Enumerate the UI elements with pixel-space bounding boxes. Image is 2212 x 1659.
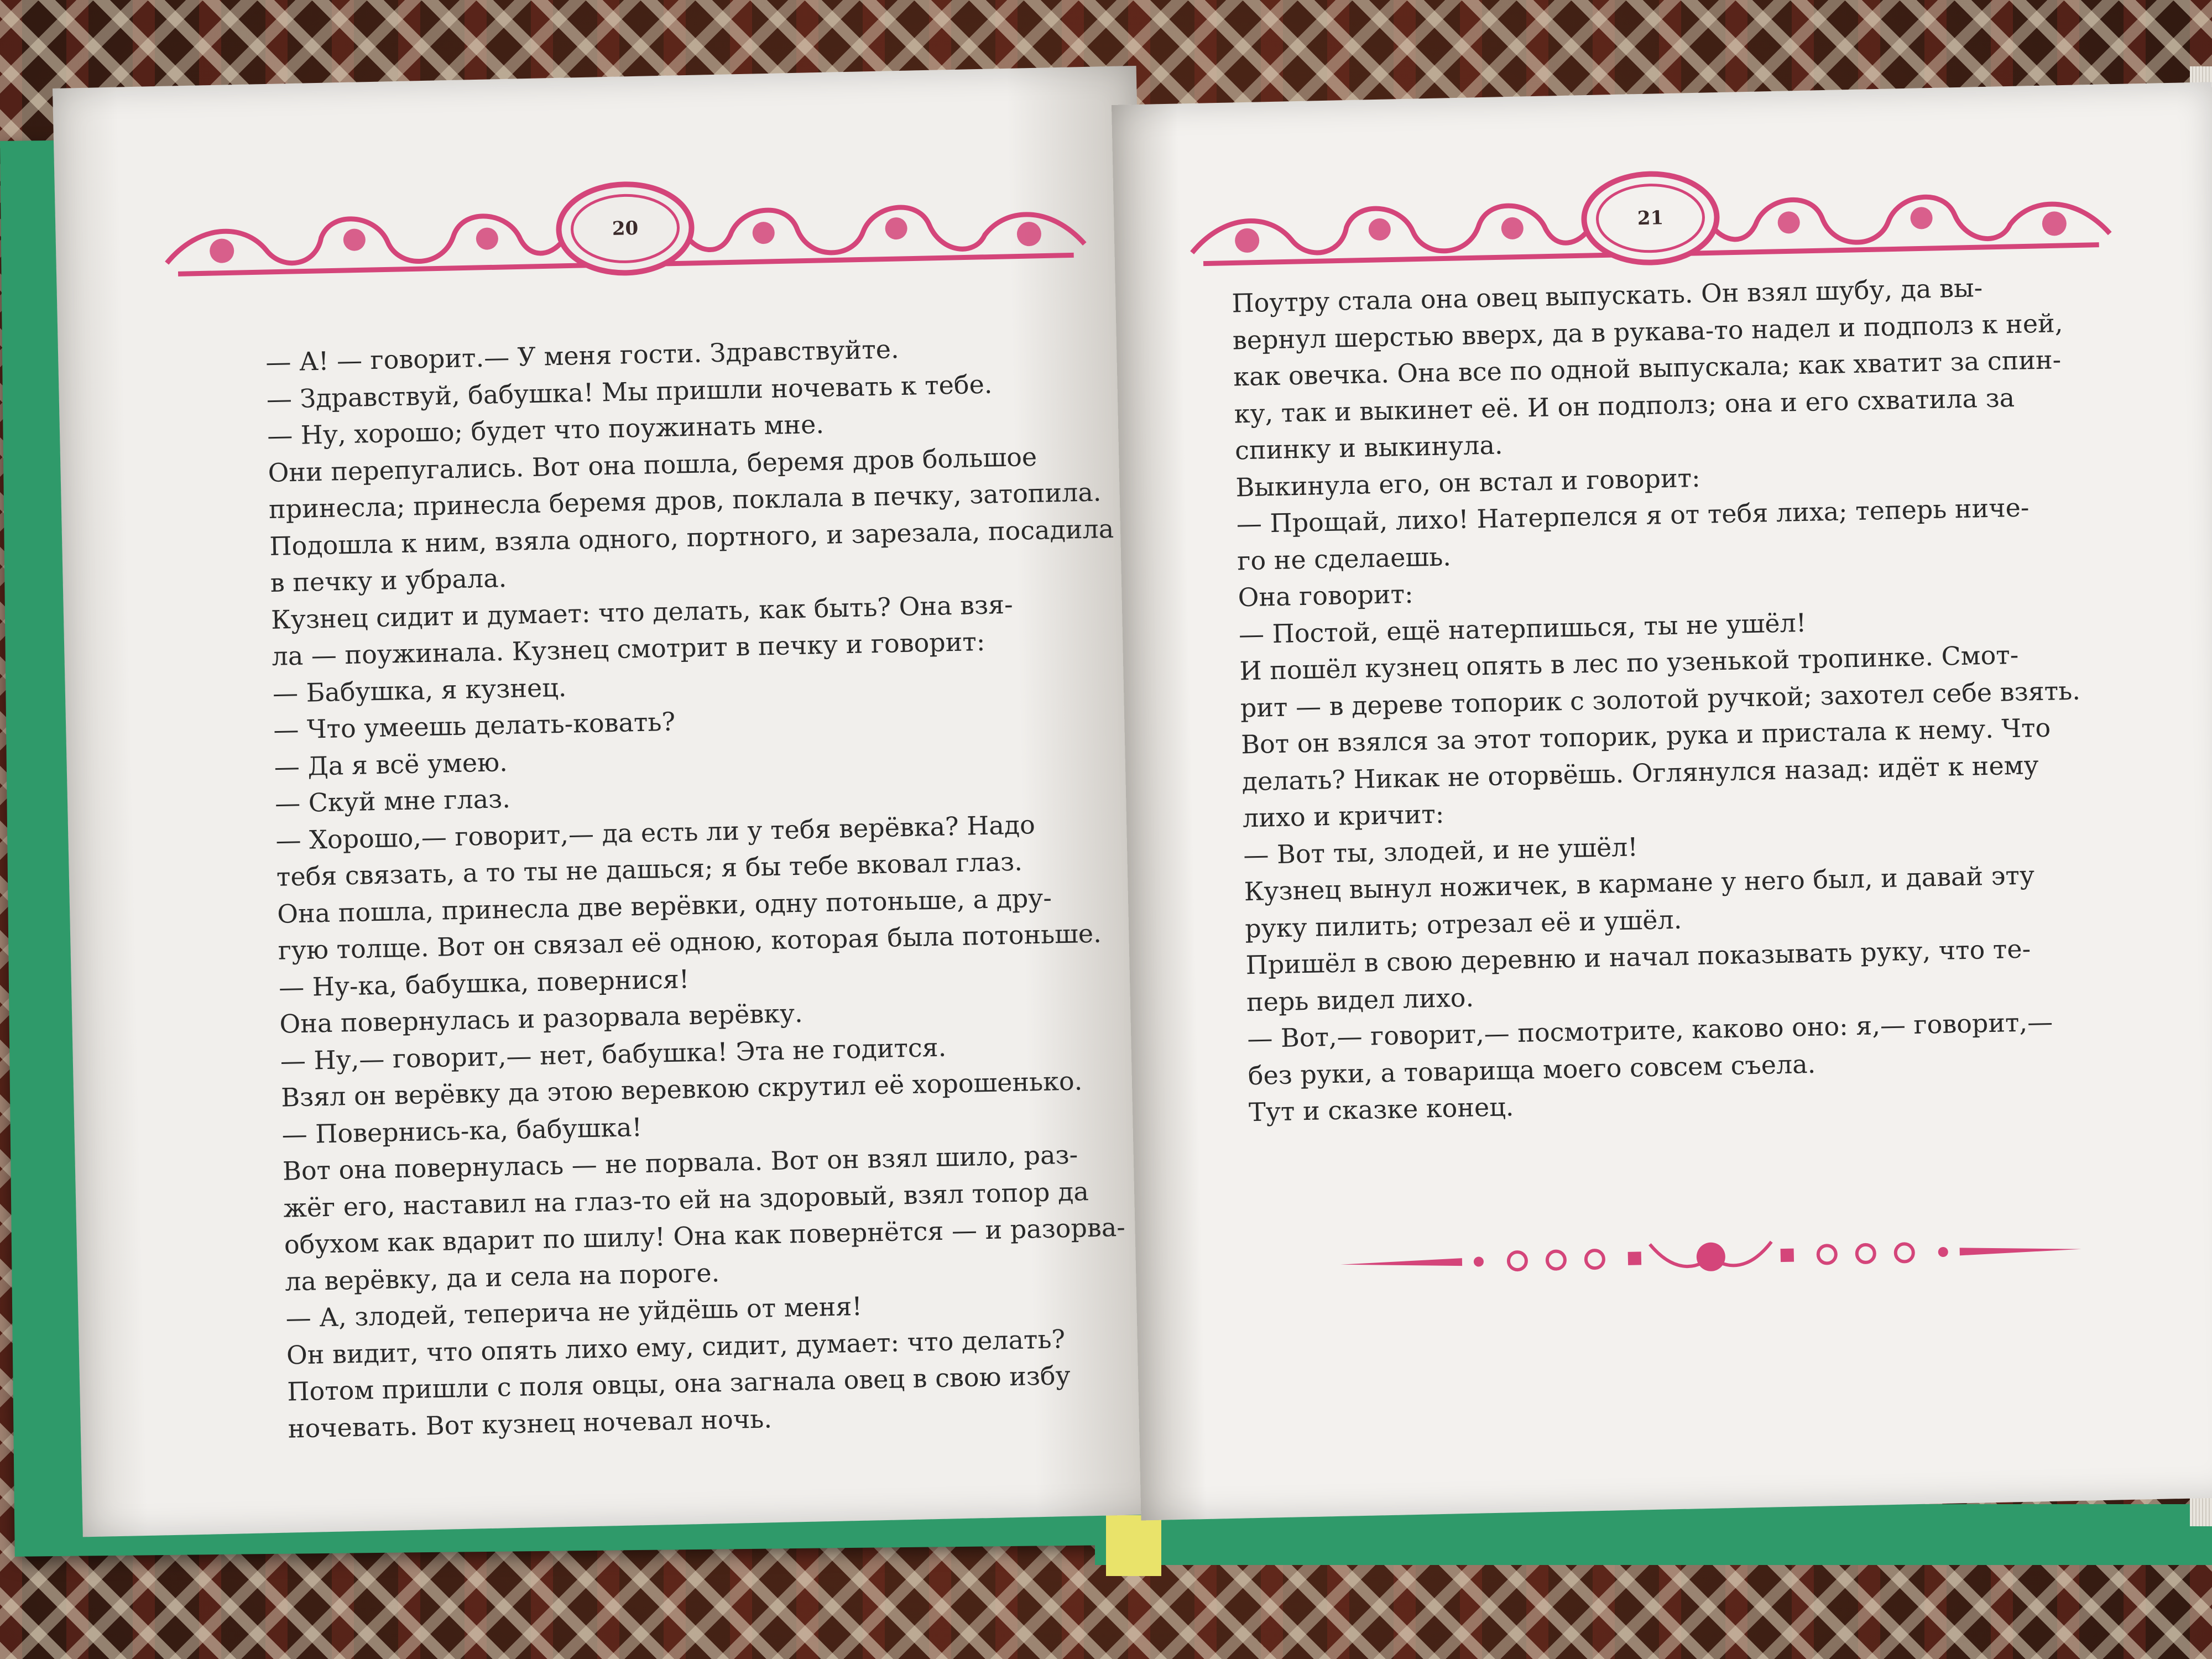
- text-line: — Вот ты, злодей, и не ушёл!: [1243, 831, 1639, 870]
- text-line: Она пошла, принесла две верёвки, одну потоньше, а дру-: [276, 882, 1052, 929]
- text-line: тебя связать, а то ты не дашься; я бы тебе вковал глаз.: [276, 846, 1023, 892]
- text-line: без руки, а товарища моего совсем съела.: [1248, 1048, 1816, 1091]
- divider-ornament-icon: [1340, 1224, 2082, 1290]
- text-line: Взял он верёвку да этою веревкою скрутил её хорошенько.: [280, 1066, 1083, 1113]
- text-line: как овечка. Она все по одной выпускала; как хватит за спин-: [1233, 345, 2062, 392]
- left-page: [53, 66, 1166, 1537]
- text-line: — Повернись-ка, бабушка!: [281, 1112, 643, 1150]
- page-number: 20: [612, 217, 639, 240]
- text-line: Вот он взялся за этот топорик, рука и пристала к нему. Что: [1240, 712, 2051, 760]
- text-line: — Скуй мне глаз.: [274, 783, 511, 818]
- text-line: лихо и кричит:: [1242, 799, 1444, 833]
- text-line: Она говорит:: [1238, 578, 1414, 613]
- text-line: принесла; принесла беремя дров, поклала в печку, затопила.: [268, 477, 1102, 524]
- text-line: Они перепугались. Вот она пошла, беремя дров большое: [268, 441, 1037, 488]
- text-line: Поутру стала она овец выпускать. Он взял шубу, да вы-: [1231, 273, 1983, 319]
- text-line: Она повернулась и разорвала верёвку.: [279, 998, 804, 1039]
- text-line: — Ну-ка, бабушка, повернися!: [278, 963, 690, 1003]
- text-line: жёг его, наставил на глаз-то ей на здоровый, взял топор да: [283, 1176, 1089, 1223]
- text-line: — Вот,— говорит,— посмотрите, каково оно: я,— говорит,—: [1246, 1006, 2053, 1054]
- text-line: — Что умеешь делать-ковать?: [273, 706, 676, 745]
- text-line: Подошла к ним, взяла одного, портного, и зарезала, посадила: [269, 513, 1114, 561]
- header-ornament-right: [1179, 150, 2121, 286]
- text-line: Пришёл в свою деревню и начал показывать руку, что те-: [1245, 933, 2031, 980]
- end-ornament: [1340, 1224, 2082, 1290]
- text-line: гую толще. Вот он связал её одною, которая была потоньше.: [278, 918, 1102, 966]
- text-line: — Хорошо,— говорит,— да есть ли у тебя верёвка? Надо: [275, 809, 1036, 855]
- text-line: вернул шерстью вверх, да в рукава-то надел и подполз к ней,: [1232, 307, 2063, 356]
- text-line: ку, так и выкинет её. И он подполз; она и его схватила за: [1234, 382, 2015, 429]
- header-ornament-left: [154, 161, 1097, 297]
- text-line: Он видит, что опять лихо ему, сидит, думает: что делать?: [286, 1323, 1066, 1370]
- right-page-text: [1232, 265, 2189, 1131]
- text-line: И пошёл кузнец опять в лес по узенькой тропинке. Смот-: [1239, 639, 2019, 686]
- text-line: ла — поужинала. Кузнец смотрит в печку и говорит:: [272, 626, 985, 671]
- text-line: го не сделаешь.: [1237, 541, 1452, 576]
- text-line: Кузнец вынул ножичек, в кармане у него был, и давай эту: [1244, 860, 2035, 907]
- text-line: в печку и убрала.: [270, 563, 507, 598]
- text-line: — Прощай, лихо! Натерпелся я от тебя лиха; теперь ниче-: [1236, 492, 2030, 539]
- text-line: Вот она повернулась — не порвала. Вот он взял шило, раз-: [282, 1139, 1078, 1186]
- text-line: Кузнец сидит и думает: что делать, как быть? Она взя-: [270, 589, 1014, 635]
- text-line: делать? Никак не оторвёшь. Оглянулся назад: идёт к нему: [1241, 749, 2039, 796]
- text-line: ночевать. Вот кузнец ночевал ночь.: [288, 1403, 773, 1444]
- text-line: — А, злодей, теперича не уйдёшь от меня!: [285, 1291, 863, 1333]
- text-line: обухом как вдарит по шилу! Она как повернётся — и разорва-: [284, 1212, 1126, 1260]
- text-line: спинку и выкинула.: [1234, 430, 1503, 466]
- right-page: [1112, 82, 2212, 1520]
- text-line: — Бабушка, я кузнец.: [272, 672, 567, 708]
- text-line: — Ну,— говорит,— нет, бабушка! Эта не годится.: [280, 1032, 947, 1076]
- text-line: — Да я всё умею.: [274, 747, 508, 782]
- text-line: — Здравствуй, бабушка! Мы пришли ночевать к тебе.: [266, 369, 993, 414]
- text-line: перь видел лихо.: [1246, 982, 1474, 1017]
- text-line: — Ну, хорошо; будет что поужинать мне.: [267, 409, 825, 451]
- text-line: руку пилить; отрезал её и ушёл.: [1244, 904, 1682, 943]
- text-line: ла верёвку, да и села на пороге.: [284, 1257, 720, 1297]
- book-spine-bookmark: [1106, 1515, 1161, 1576]
- text-line: Тут и сказке конец.: [1248, 1092, 1514, 1128]
- text-line: рит — в дереве топорик с золотой ручкой; захотел себе взять.: [1240, 675, 2081, 723]
- page-number: 21: [1637, 207, 1664, 230]
- left-page-text: [265, 326, 1173, 1447]
- text-line: — Постой, ещё натерпишься, ты не ушёл!: [1238, 607, 1807, 649]
- text-line: Выкинула его, он встал и говорит:: [1235, 462, 1701, 502]
- text-line: — А! — говорит.— У меня гости. Здравствуйте.: [265, 334, 900, 378]
- text-line: Потом пришли с поля овцы, она загнала овец в свою избу: [286, 1360, 1071, 1407]
